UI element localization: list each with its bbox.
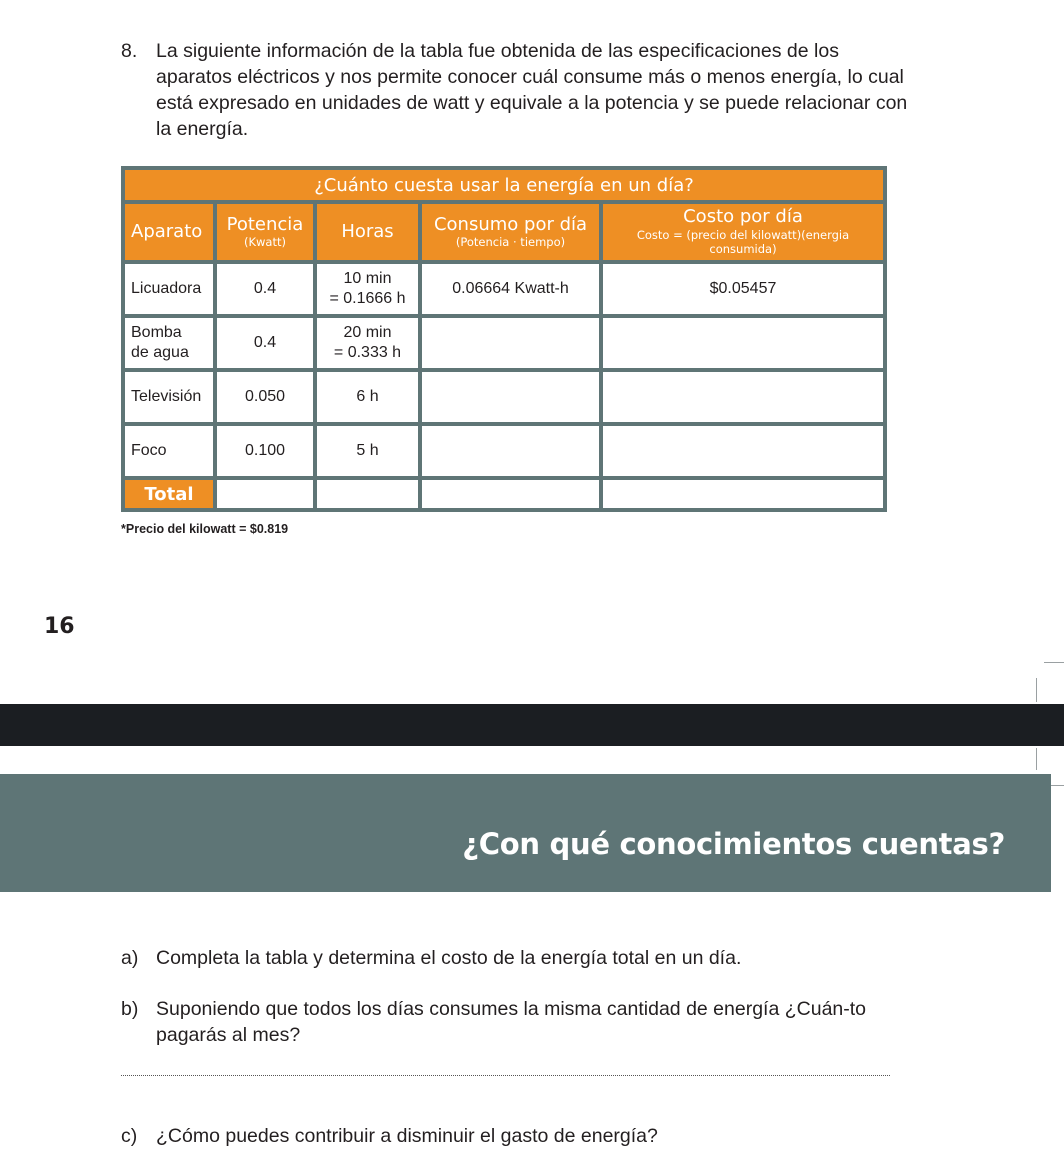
question-8-text: La siguiente información de la tabla fue obtenida de las especificaciones de los aparatos eléctricos y nos permite conocer cuál consume más o menos energía, lo cual está expresado en unidades de watt y equivale a la potencia y se puede relacionar con la energía. <box>156 40 908 140</box>
cell-horas-line1: 20 min <box>343 324 392 341</box>
total-row <box>125 480 883 508</box>
cell-costo: $0.05457 <box>603 264 883 314</box>
cell-consumo-blank[interactable] <box>422 318 599 368</box>
cell-aparato-line2: de agua <box>131 344 189 361</box>
cell-consumo-blank[interactable] <box>422 426 599 476</box>
header-costo-label: Costo por día <box>683 206 803 227</box>
cell-aparato: Foco <box>125 426 213 476</box>
cell-horas: 6 h <box>317 372 418 422</box>
table-row <box>125 372 883 422</box>
question-number: 8. <box>121 40 138 62</box>
question-c <box>121 1123 911 1149</box>
header-consumo-label: Consumo por día <box>433 213 588 235</box>
cell-potencia: 0.050 <box>217 372 313 422</box>
cell-aparato <box>125 318 213 368</box>
table-row <box>125 264 883 314</box>
section-heading: ¿Con qué conocimientos cuentas? <box>462 827 1005 861</box>
decorative-rule <box>1044 662 1064 663</box>
total-horas-blank[interactable] <box>317 480 418 508</box>
energy-cost-table <box>121 166 887 512</box>
question-letter: c) <box>121 1125 138 1147</box>
cell-costo-blank[interactable] <box>603 318 883 368</box>
cell-aparato-line1: Bomba <box>131 324 182 341</box>
cell-horas: 5 h <box>317 426 418 476</box>
table-header-row <box>125 204 883 260</box>
table-row <box>125 318 883 368</box>
cell-horas-line1: 10 min <box>343 270 392 287</box>
decorative-rule <box>1036 748 1037 770</box>
cell-aparato: Televisión <box>125 372 213 422</box>
question-letter: a) <box>121 947 139 969</box>
total-costo-blank[interactable] <box>603 480 883 508</box>
cell-costo-blank[interactable] <box>603 426 883 476</box>
header-potencia-unit: (Kwatt) <box>244 234 286 249</box>
question-text: ¿Cómo puedes contribuir a disminuir el gasto de energía? <box>156 1125 658 1147</box>
cell-horas <box>317 264 418 314</box>
cell-potencia: 0.4 <box>217 264 313 314</box>
cell-aparato: Licuadora <box>125 264 213 314</box>
header-potencia-label: Potencia <box>226 213 304 235</box>
cell-horas-line2: = 0.333 h <box>333 344 402 361</box>
total-label: Total <box>125 480 213 508</box>
header-horas: Horas <box>317 204 418 260</box>
table-row <box>125 426 883 476</box>
answer-line[interactable] <box>121 1075 890 1076</box>
question-8 <box>121 38 911 142</box>
question-text: Suponiendo que todos los días consumes la misma cantidad de energía ¿Cuán-to pagarás al mes? <box>156 998 867 1046</box>
dark-band <box>0 704 1064 746</box>
header-costo-sub: Costo = (precio del kilowatt)(energia consumida) <box>636 228 850 256</box>
price-note: *Precio del kilowatt = $0.819 <box>121 522 289 536</box>
cell-horas-line2: = 0.1666 h <box>329 290 406 307</box>
section-banner <box>0 774 1051 892</box>
table-title: ¿Cuánto cuesta usar la energía en un día? <box>125 170 883 200</box>
question-a <box>121 945 911 971</box>
cell-consumo: 0.06664 Kwatt-h <box>422 264 599 314</box>
header-consumo-sub: (Potencia · tiempo) <box>455 234 566 249</box>
cell-potencia: 0.4 <box>217 318 313 368</box>
question-letter: b) <box>121 998 139 1020</box>
page-number: 16 <box>44 614 75 639</box>
total-consumo-blank[interactable] <box>422 480 599 508</box>
decorative-rule <box>1036 678 1037 702</box>
question-b <box>121 996 911 1048</box>
cell-consumo-blank[interactable] <box>422 372 599 422</box>
cell-costo-blank[interactable] <box>603 372 883 422</box>
cell-horas <box>317 318 418 368</box>
total-potencia-blank[interactable] <box>217 480 313 508</box>
header-aparato: Aparato <box>125 204 213 260</box>
question-text: Completa la tabla y determina el costo de la energía total en un día. <box>156 947 742 969</box>
cell-potencia: 0.100 <box>217 426 313 476</box>
header-costo <box>603 204 883 260</box>
header-consumo <box>422 204 599 260</box>
header-potencia <box>217 204 313 260</box>
